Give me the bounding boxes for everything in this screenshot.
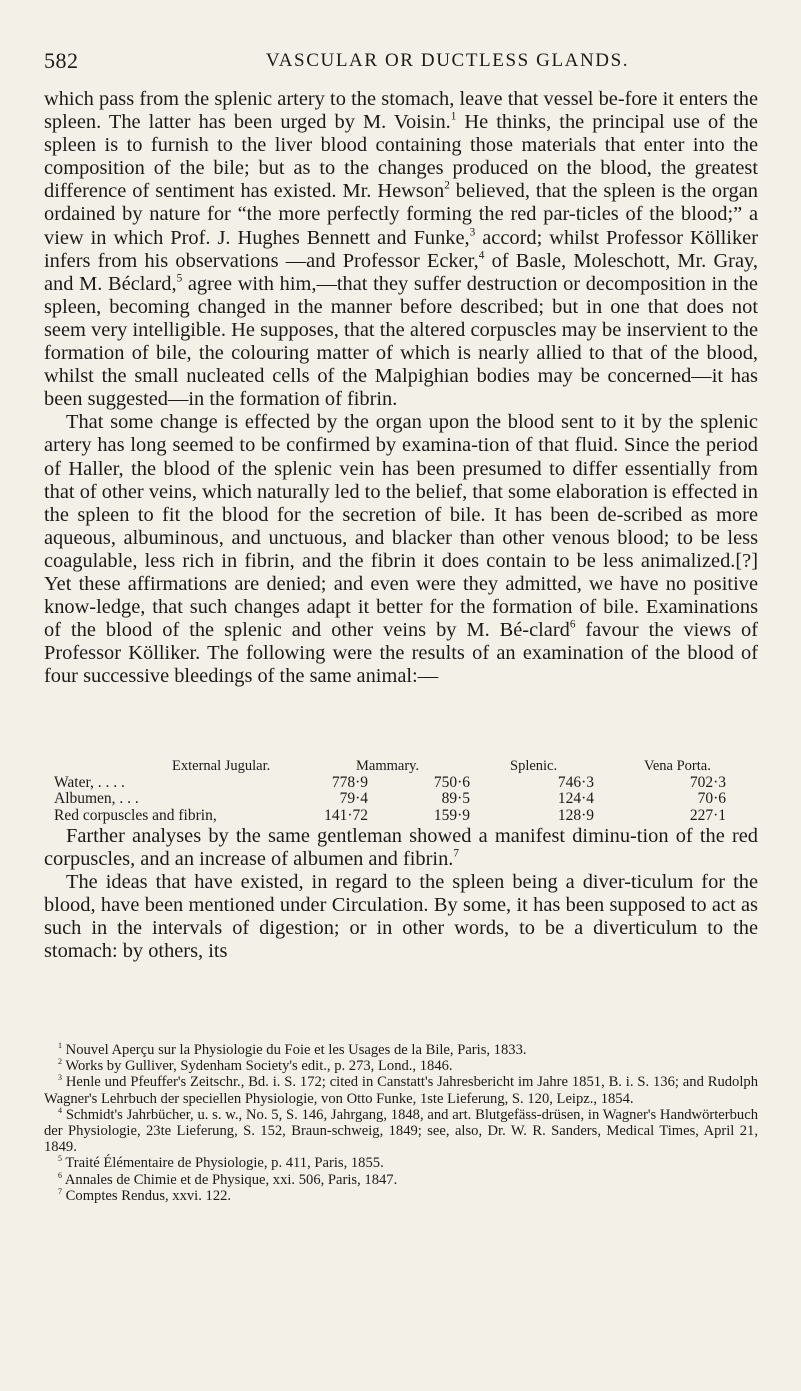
row-label: Albumen, . . . (54, 790, 139, 807)
table-cell: 227·1 (689, 806, 726, 824)
column-header: Mammary. (356, 758, 420, 774)
footnote-mark: 1 (58, 1040, 63, 1050)
row-label: Red corpuscles and fibrin, (54, 806, 217, 824)
text-run: favour the views of Professor Kölliker. The following were the results of an examination of the blood of four successive bleedings of the same animal:— (44, 619, 758, 688)
page-header (44, 48, 756, 78)
footnote-reference: 3 (469, 226, 476, 239)
table-cell: 746·3 (557, 773, 594, 791)
footnote (44, 1172, 758, 1188)
footnotes (44, 1042, 758, 1204)
table-cell: 702·3 (689, 773, 726, 791)
running-head: VASCULAR OR DUCTLESS GLANDS. (265, 50, 630, 71)
table-cell: 70·6 (697, 790, 726, 807)
table-cell: 89·5 (441, 790, 470, 807)
table-row (54, 775, 758, 792)
footnote-reference: 6 (569, 618, 576, 631)
footnote-reference: 5 (176, 272, 183, 285)
footnote-text: Henle und Pfeuffer's Zeitschr., Bd. i. S. 172; cited in Canstatt's Jahresbericht im Jahre 1851, B. i. S. 136; and Rudolph Wagner's Lehrbuch der speciellen Physiologie, von Otto Funke, 1ste Lieferung, S. 120, Leipz., 1854. (44, 1074, 758, 1107)
footnote-text: Traité Élémentaire de Physiologie, p. 411, Paris, 1855. (65, 1155, 384, 1172)
footnote (44, 1042, 758, 1058)
footnote-mark: 2 (58, 1057, 63, 1067)
footnote-reference: 4 (478, 249, 485, 262)
footnote (44, 1155, 758, 1171)
blood-analysis-table (54, 758, 758, 824)
column-header: External Jugular. (172, 758, 271, 774)
page-number: 582 (44, 48, 79, 73)
text-run: agree with him,—that they suffer destruction or decomposition in the spleen, becoming changed in the manner before described; but in one that does not seem very intelligible. He supposes, that the altered corpuscles may be inservient to the formation of bile, the colouring matter of which is nearly allied to that of the blood, whilst the small nucleated cells of the Malpighian bodies may be concerned—it has been suggested—in the formation of fibrin. (44, 272, 758, 411)
body-text-continued (44, 825, 758, 964)
footnote-text: Annales de Chimie et de Physique, xxi. 506, Paris, 1847. (64, 1171, 398, 1188)
body-text (44, 88, 758, 688)
table-header-row (54, 758, 758, 775)
footnote-mark: 7 (58, 1186, 63, 1196)
footnote-reference: 1 (450, 110, 457, 123)
text-run: Farther analyses by the same gentleman showed a manifest diminu-tion of the red corpuscles, and an increase of albumen and fibrin. (44, 825, 758, 871)
paragraph (44, 411, 758, 688)
column-header: Vena Porta. (644, 758, 711, 774)
table-cell: 124·4 (557, 790, 594, 807)
table-row (54, 808, 758, 825)
text-run: The ideas that have existed, in regard to the spleen being a diver-ticulum for the blood, have been mentioned under Circulation. By some, it has been supposed to act as such in the intervals of digestion; or in other words, to be a diverticulum to the stomach: by others, its (44, 871, 758, 963)
footnote-mark: 5 (58, 1154, 63, 1164)
text-run: believed, that the spleen is the organ ordained by nature for “the more perfectly forming the red par-ticles of the blood;” a view in which Prof. J. Hughes Bennett and Funke, (44, 180, 758, 249)
text-run: accord; whilst Professor Kölliker infers from his observations —and Professor Ecker, (44, 226, 759, 272)
footnote-reference: 7 (453, 847, 459, 860)
footnote-reference: 2 (444, 179, 450, 192)
table-row (54, 791, 758, 808)
table-cell: 128·9 (557, 806, 594, 824)
text-run: of Basle, Moleschott, Mr. Gray, and M. Béclard, (44, 249, 758, 295)
table-cell: 79·4 (339, 790, 368, 807)
row-label: Water, . . . . (54, 773, 125, 791)
footnote (44, 1058, 758, 1074)
table-cell: 159·9 (433, 806, 470, 824)
footnote (44, 1107, 758, 1156)
footnote-text: Works by Gulliver, Sydenham Society's edit., p. 273, Lond., 1846. (65, 1058, 453, 1075)
column-header: Splenic. (510, 758, 558, 774)
table-cell: 778·9 (331, 773, 368, 791)
table-cell: 141·72 (324, 806, 368, 824)
footnote-mark: 4 (58, 1105, 63, 1115)
footnote-text: Schmidt's Jahrbücher, u. s. w., No. 5, S. 146, Jahrgang, 1848, and art. Blutgefäss-drüsen, in Wagner's Handwörterbuch der Physiologie, 23te Lieferung, S. 152, Braun-schweig, 1849; see, also, Dr. W. R. Sanders, Medical Times, April 21, 1849. (44, 1106, 758, 1156)
paragraph (44, 871, 758, 963)
footnote (44, 1074, 758, 1106)
footnote-mark: 3 (58, 1073, 63, 1083)
footnote-mark: 6 (58, 1170, 63, 1180)
footnote (44, 1188, 758, 1204)
footnote-text: Nouvel Aperçu sur la Physiologie du Foie et les Usages de la Bile, Paris, 1833. (65, 1042, 527, 1058)
text-run: That some change is effected by the organ upon the blood sent to it by the splenic artery has long seemed to be confirmed by examina-tion of that fluid. Since the period of Haller, the blood of the splenic vein has been presumed to differ essentially from that of other veins, which naturally led to the belief, that some elaboration is effected in the spleen to fit the blood for the secretion of bile. It has been de-scribed as more aqueous, albuminous, and unctuous, and blacker than other venous blood; to be less coagulable, less rich in fibrin, and the fibrin it does contain to be less animalized.[?] Yet these affirmations are denied; and even were they admitted, we have no positive know-ledge, that such changes adapt it better for the formation of bile. Examinations of the blood of the splenic and other veins by M. Bé-clard (44, 411, 758, 642)
table-cell: 750·6 (433, 773, 470, 791)
paragraph (44, 825, 758, 871)
paragraph (44, 88, 758, 411)
text-run: He thinks, the principal use of the spleen is to furnish to the liver blood containing those materials that enter into the composition of the bile; but as to the changes produced on the blood, the greatest difference of sentiment has existed. Mr. Hewson (44, 111, 758, 203)
footnote-text: Comptes Rendus, xxvi. 122. (65, 1187, 232, 1204)
text-run: which pass from the splenic artery to the stomach, leave that vessel be-fore it enters the spleen. The latter has been urged by M. Voisin. (44, 88, 758, 134)
